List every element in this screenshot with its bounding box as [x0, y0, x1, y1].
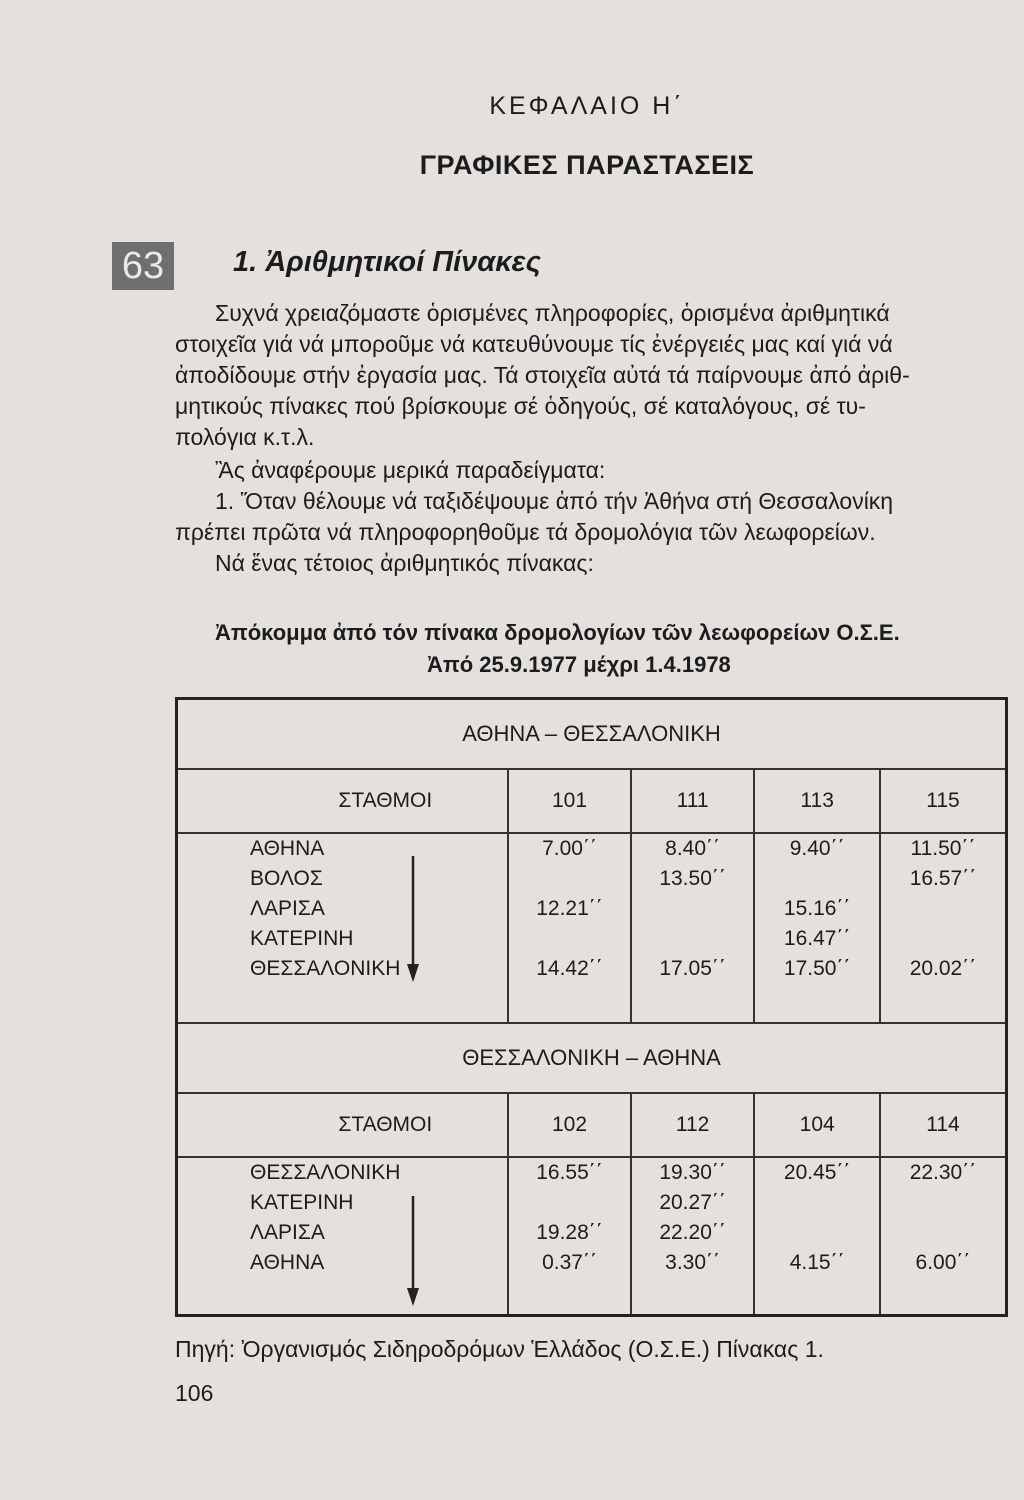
chapter-heading: ΚΕΦΑΛΑΙΟ Η΄ — [489, 92, 685, 120]
time-cell: 3.30΄΄ — [665, 1251, 721, 1274]
time-cell: 12.21΄΄ — [536, 897, 603, 920]
time-cell: 20.27΄΄ — [659, 1191, 726, 1214]
time-cell — [521, 1188, 618, 1218]
route-title: ΑΘΗΝΑ – ΘΕΣΣΑΛΟΝΙΚΗ — [177, 699, 1007, 770]
route-title-row — [177, 699, 1007, 770]
time-cell: 15.16΄΄ — [783, 897, 851, 920]
times-block — [177, 1157, 1007, 1316]
time-cell: 9.40΄΄ — [789, 837, 845, 860]
section-title: 1. Ἀριθμητικοί Πίνακες — [233, 246, 541, 278]
time-cell — [767, 864, 867, 894]
time-column — [631, 1157, 755, 1316]
time-cell — [644, 924, 742, 954]
time-cell: 17.05΄΄ — [659, 957, 726, 980]
time-column — [631, 833, 755, 1023]
bus-number: 114 — [880, 1093, 1007, 1157]
text-line: ἀποδίδουμε στήν ἐργασία μας. Τά στοιχεῖα αὐτά τά παίρνουμε ἀπό ἀριθ- — [175, 362, 910, 388]
header-row — [177, 1093, 1007, 1157]
header-row — [177, 769, 1007, 833]
time-cell: 20.45΄΄ — [783, 1161, 851, 1184]
time-cell — [767, 1188, 867, 1218]
station-list — [177, 1157, 509, 1316]
time-cell: 8.40΄΄ — [665, 837, 721, 860]
text-line: στοιχεῖα γιά νά μποροῦμε νά κατευθύνουμε τίς ἐνέργειές μας καί γιά νά — [175, 331, 893, 357]
examples-paragraph — [175, 455, 1015, 579]
time-cell — [893, 894, 993, 924]
time-cell: 16.55΄΄ — [536, 1161, 603, 1184]
time-column — [754, 1157, 880, 1316]
time-cell: 22.20΄΄ — [659, 1221, 726, 1244]
time-cell: 7.00΄΄ — [542, 837, 597, 860]
time-cell: 16.57΄΄ — [909, 867, 977, 890]
time-cell — [767, 1218, 867, 1248]
station-name: ΘΕΣΣΑΛΟΝΙΚΗ — [250, 957, 401, 980]
text-line: πολόγια κ.τ.λ. — [175, 424, 315, 450]
bus-number: 115 — [880, 769, 1007, 833]
route-title-row — [177, 1023, 1007, 1093]
direction-arrow-icon — [403, 856, 423, 982]
time-cell: 17.50΄΄ — [783, 957, 851, 980]
time-column — [754, 833, 880, 1023]
station-name: ΒΟΛΟΣ — [250, 867, 323, 890]
text-line: Συχνά χρειαζόμαστε ὁρισμένες πληροφορίες, ὁρισμένα ἀριθμητικά — [215, 300, 890, 326]
intro-paragraph — [175, 298, 1015, 453]
times-block — [177, 833, 1007, 1023]
direction-arrow-icon — [403, 1196, 423, 1306]
text-line: μητικούς πίνακες πού βρίσκουμε σέ ὁδηγούς, σέ καταλόγους, σέ τυ- — [175, 393, 866, 419]
station-name: ΛΑΡΙΣΑ — [250, 897, 325, 920]
bus-number: 102 — [508, 1093, 631, 1157]
stations-header: ΣΤΑΘΜΟΙ — [177, 769, 509, 833]
time-cell: 16.47΄΄ — [783, 927, 851, 950]
text-line: Ἂς ἀναφέρουμε μερικά παραδείγματα: — [215, 457, 606, 483]
time-cell — [893, 1218, 993, 1248]
station-name: ΚΑΤΕΡΙΝΗ — [250, 927, 354, 950]
station-name: ΑΘΗΝΑ — [250, 837, 325, 860]
text-line: 1. Ὅταν θέλουμε νά ταξιδέψουμε ἀπό τήν Ἀθήνα στή Θεσσαλονίκη — [215, 488, 894, 514]
time-cell: 6.00΄΄ — [915, 1251, 971, 1274]
station-list — [177, 833, 509, 1023]
bus-number: 101 — [508, 769, 631, 833]
time-column — [508, 1157, 631, 1316]
time-cell: 14.42΄΄ — [536, 957, 603, 980]
time-cell — [644, 894, 742, 924]
bus-schedule-table — [175, 697, 1008, 1317]
bus-number: 104 — [754, 1093, 880, 1157]
table-caption: Ἀπόκομμα ἀπό τόν πίνακα δρομολογίων τῶν λεωφορείων Ο.Σ.Ε. — [215, 620, 900, 645]
time-cell — [893, 924, 993, 954]
time-cell: 19.28΄΄ — [536, 1221, 603, 1244]
table-caption-dates: Ἀπό 25.9.1977 μέχρι 1.4.1978 — [427, 652, 731, 677]
time-cell: 11.50΄΄ — [910, 837, 976, 860]
section-number-badge: 63 — [112, 242, 174, 290]
time-cell — [893, 1188, 993, 1218]
bus-number: 111 — [631, 769, 755, 833]
page-number: 106 — [175, 1380, 214, 1406]
time-cell: 4.15΄΄ — [789, 1251, 845, 1274]
station-name: ΑΘΗΝΑ — [250, 1251, 325, 1274]
chapter-title: ΓΡΑΦΙΚΕΣ ΠΑΡΑΣΤΑΣΕΙΣ — [419, 150, 755, 180]
time-column — [880, 833, 1007, 1023]
station-name: ΛΑΡΙΣΑ — [250, 1221, 325, 1244]
time-column — [880, 1157, 1007, 1316]
time-cell: 20.02΄΄ — [909, 957, 977, 980]
time-cell: 19.30΄΄ — [659, 1161, 726, 1184]
bus-number: 112 — [631, 1093, 755, 1157]
time-column — [508, 833, 631, 1023]
time-cell — [521, 924, 618, 954]
station-name: ΚΑΤΕΡΙΝΗ — [250, 1191, 354, 1214]
time-cell — [521, 864, 618, 894]
stations-header: ΣΤΑΘΜΟΙ — [177, 1093, 509, 1157]
time-cell: 0.37΄΄ — [542, 1251, 597, 1274]
bus-number: 113 — [754, 769, 880, 833]
time-cell: 13.50΄΄ — [659, 867, 726, 890]
text-line: Νά ἕνας τέτοιος ἀριθμητικός πίνακας: — [215, 550, 594, 576]
source-note: Πηγή: Ὀργανισμός Σιδηροδρόμων Ἑλλάδος (Ο.Σ.Ε.) Πίνακας 1. — [175, 1336, 824, 1362]
route-title: ΘΕΣΣΑΛΟΝΙΚΗ – ΑΘΗΝΑ — [177, 1023, 1007, 1093]
station-name: ΘΕΣΣΑΛΟΝΙΚΗ — [250, 1161, 401, 1184]
text-line: πρέπει πρῶτα νά πληροφορηθοῦμε τά δρομολόγια τῶν λεωφορείων. — [175, 519, 876, 545]
time-cell: 22.30΄΄ — [909, 1161, 977, 1184]
